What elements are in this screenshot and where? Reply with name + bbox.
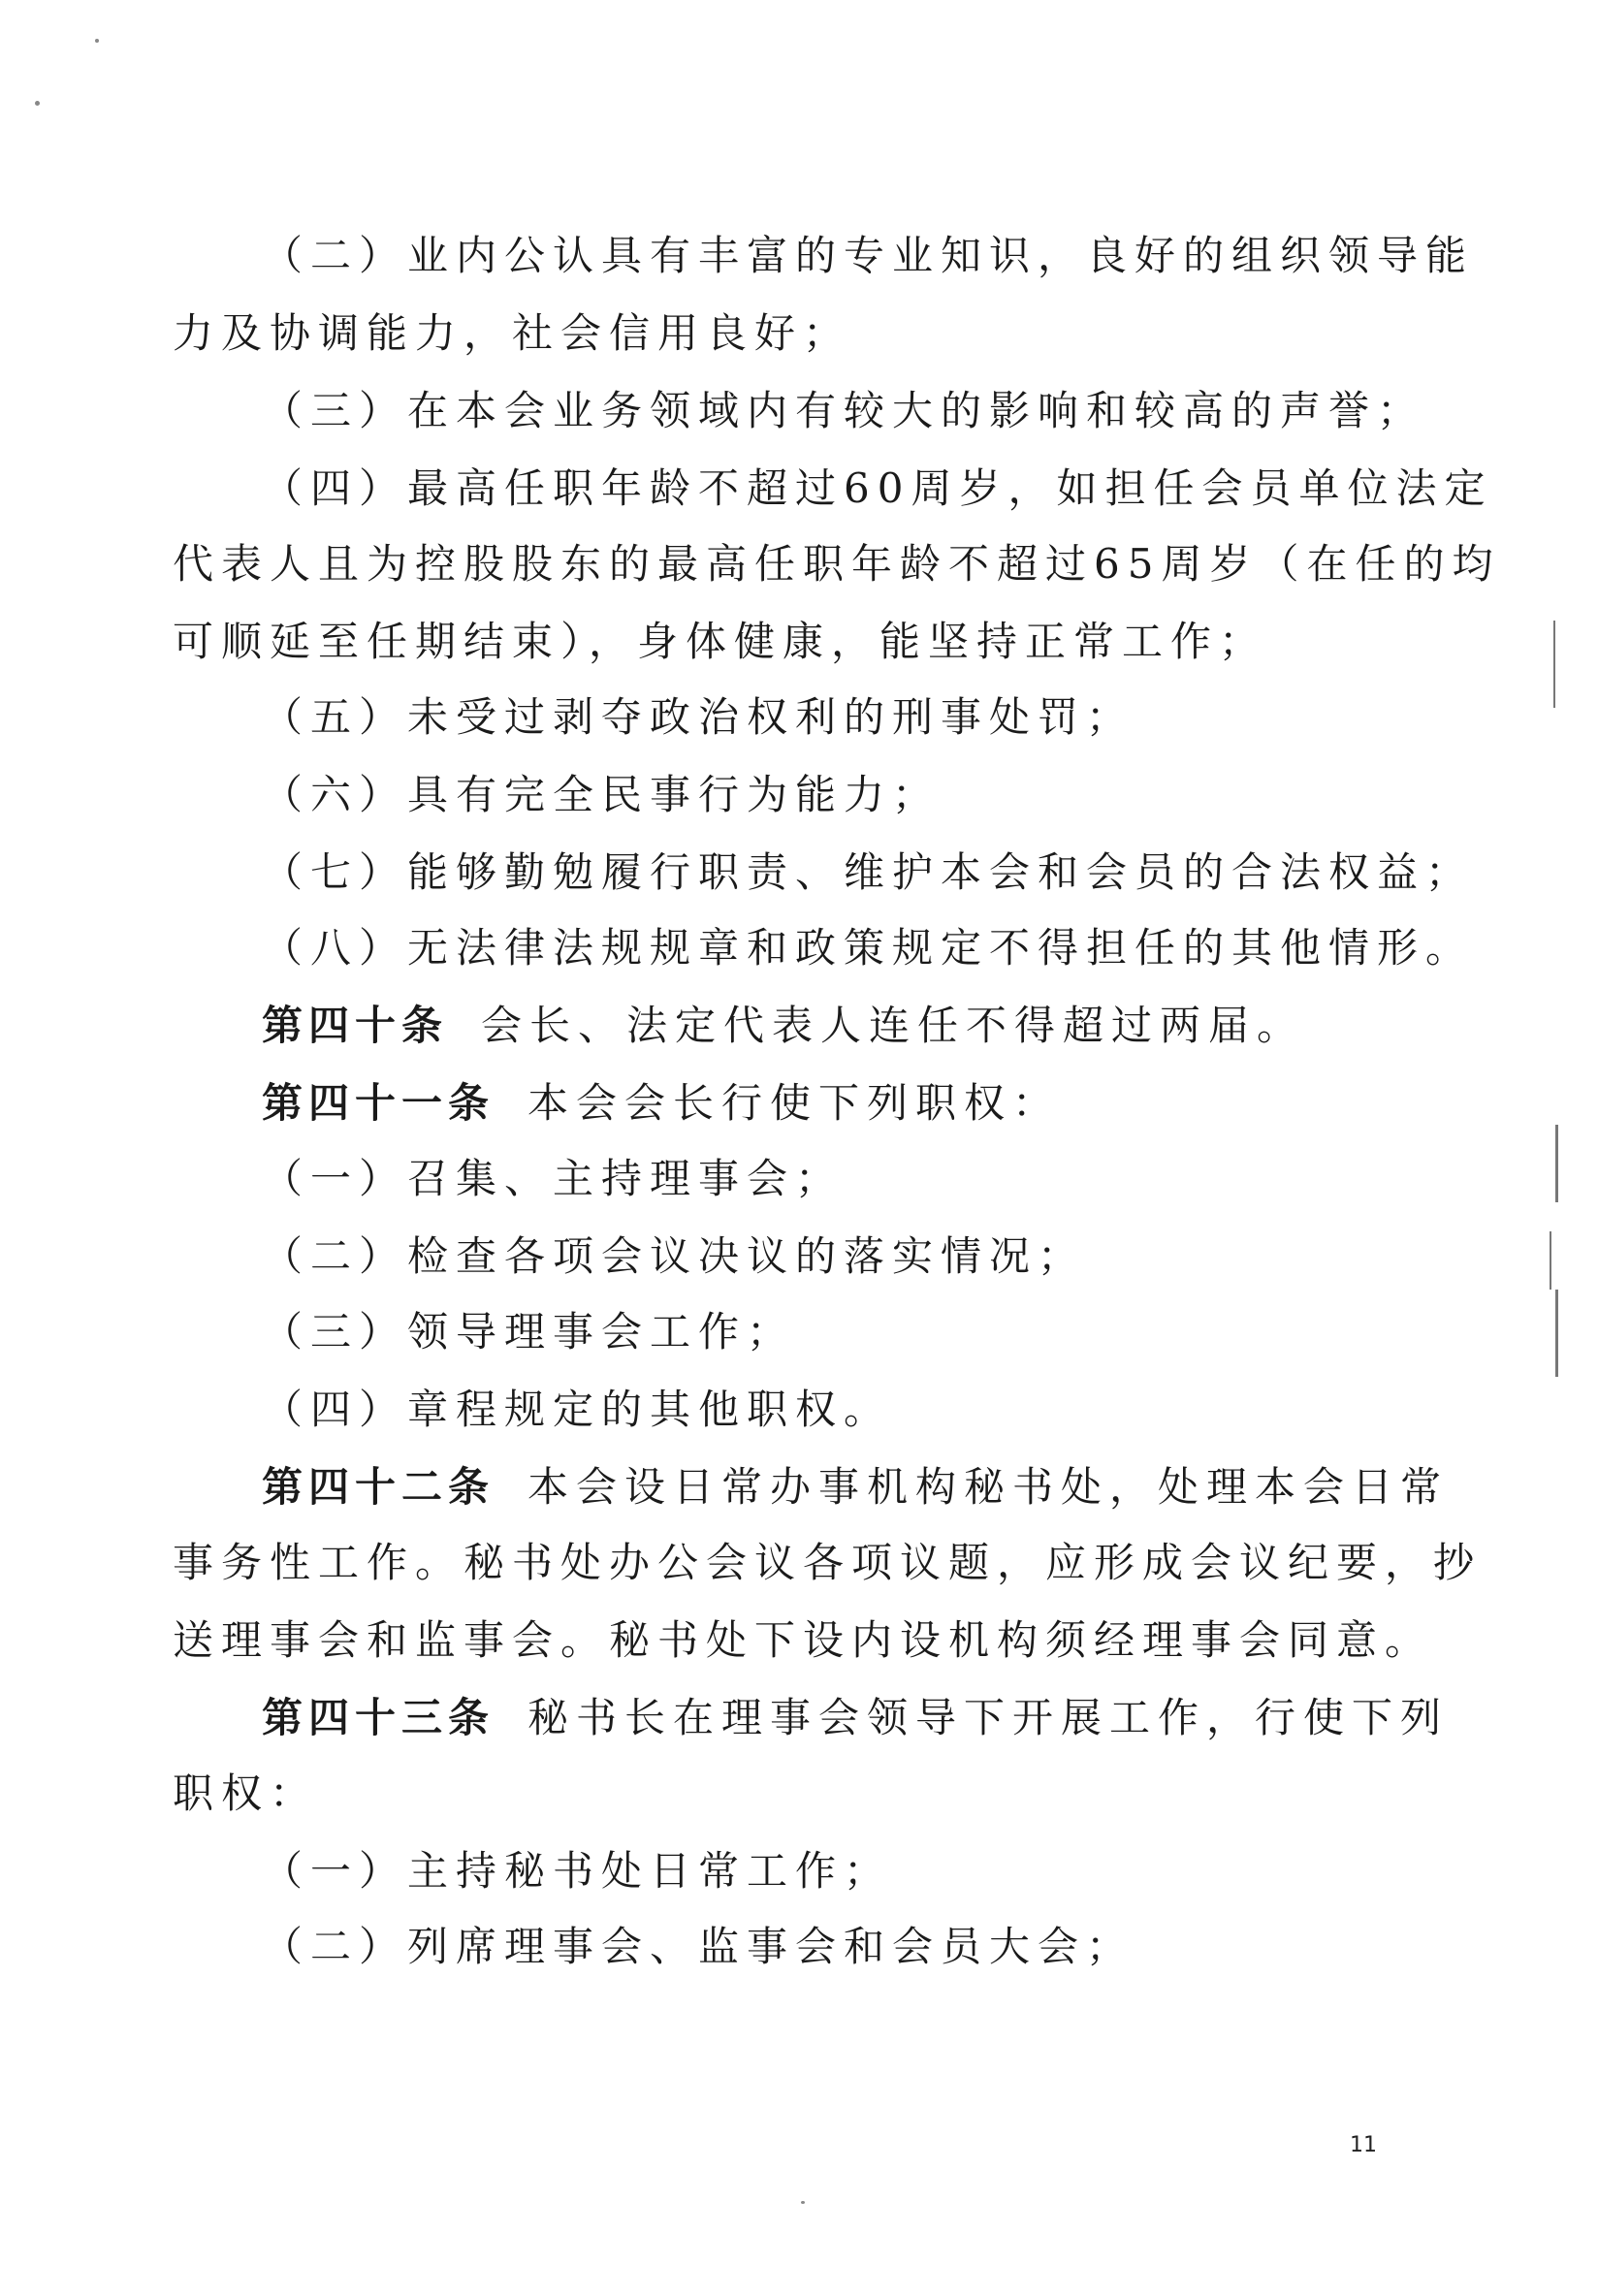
text-line: （六）具有完全民事行为能力； bbox=[262, 771, 942, 818]
text-line: 职权： bbox=[173, 1770, 319, 1817]
text-line: 代表人且为控股股东的最高任职年龄不超过65周岁（在任的均 bbox=[173, 540, 1501, 588]
article-line bbox=[262, 999, 1305, 1053]
scan-edge-mark bbox=[1550, 1231, 1551, 1290]
article-text: 本会设日常办事机构秘书处，处理本会日常 bbox=[527, 1463, 1450, 1511]
text-line: 送理事会和监事会。秘书处下设内设机构须经理事会同意。 bbox=[173, 1616, 1434, 1664]
scan-edge-mark bbox=[1555, 1125, 1558, 1202]
text-line: （二）列席理事会、监事会和会员大会； bbox=[262, 1923, 1135, 1970]
text-line: （四）最高任职年龄不超过60周岁，如担任会员单位法定 bbox=[262, 464, 1493, 512]
article-line bbox=[262, 1460, 1449, 1515]
scan-speck bbox=[35, 101, 40, 106]
text-line: （一）召集、主持理事会； bbox=[262, 1155, 845, 1202]
article-number: 第四十一条 bbox=[262, 1079, 495, 1127]
text-line: （五）未受过剥夺政治权利的刑事处罚； bbox=[262, 693, 1135, 741]
article-number: 第四十条 bbox=[262, 1002, 449, 1049]
article-line bbox=[262, 1076, 1061, 1131]
article-text: 本会会长行使下列职权： bbox=[527, 1079, 1062, 1127]
text-line: （一）主持秘书处日常工作； bbox=[262, 1847, 893, 1895]
scan-edge-mark bbox=[1555, 1290, 1558, 1377]
article-text: 会长、法定代表人连任不得超过两届。 bbox=[481, 1002, 1306, 1049]
article-text: 秘书长在理事会领导下开展工作，行使下列 bbox=[527, 1694, 1450, 1741]
scan-speck bbox=[801, 2201, 805, 2204]
text-line: 事务性工作。秘书处办公会议各项议题，应形成会议纪要，抄 bbox=[173, 1539, 1483, 1586]
text-line: （三）在本会业务领域内有较大的影响和较高的声誉； bbox=[262, 387, 1426, 434]
article-number: 第四十三条 bbox=[262, 1694, 495, 1741]
page-number: 11 bbox=[1350, 2133, 1377, 2157]
text-line: （七）能够勤勉履行职责、维护本会和会员的合法权益； bbox=[262, 848, 1475, 896]
scan-edge-mark bbox=[1553, 621, 1555, 708]
text-line: （八）无法律法规规章和政策规定不得担任的其他情形。 bbox=[262, 924, 1475, 972]
text-line: （二）业内公认具有丰富的专业知识，良好的组织领导能 bbox=[262, 232, 1475, 279]
text-line: （四）章程规定的其他职权。 bbox=[262, 1386, 893, 1433]
text-line: 力及协调能力，社会信用良好； bbox=[173, 309, 852, 357]
text-line: （三）领导理事会工作； bbox=[262, 1308, 796, 1355]
scan-speck bbox=[95, 39, 99, 43]
text-line: 可顺延至任期结束），身体健康，能坚持正常工作； bbox=[173, 618, 1268, 665]
article-line bbox=[262, 1691, 1449, 1745]
article-number: 第四十二条 bbox=[262, 1463, 495, 1511]
text-line: （二）检查各项会议决议的落实情况； bbox=[262, 1232, 1087, 1280]
